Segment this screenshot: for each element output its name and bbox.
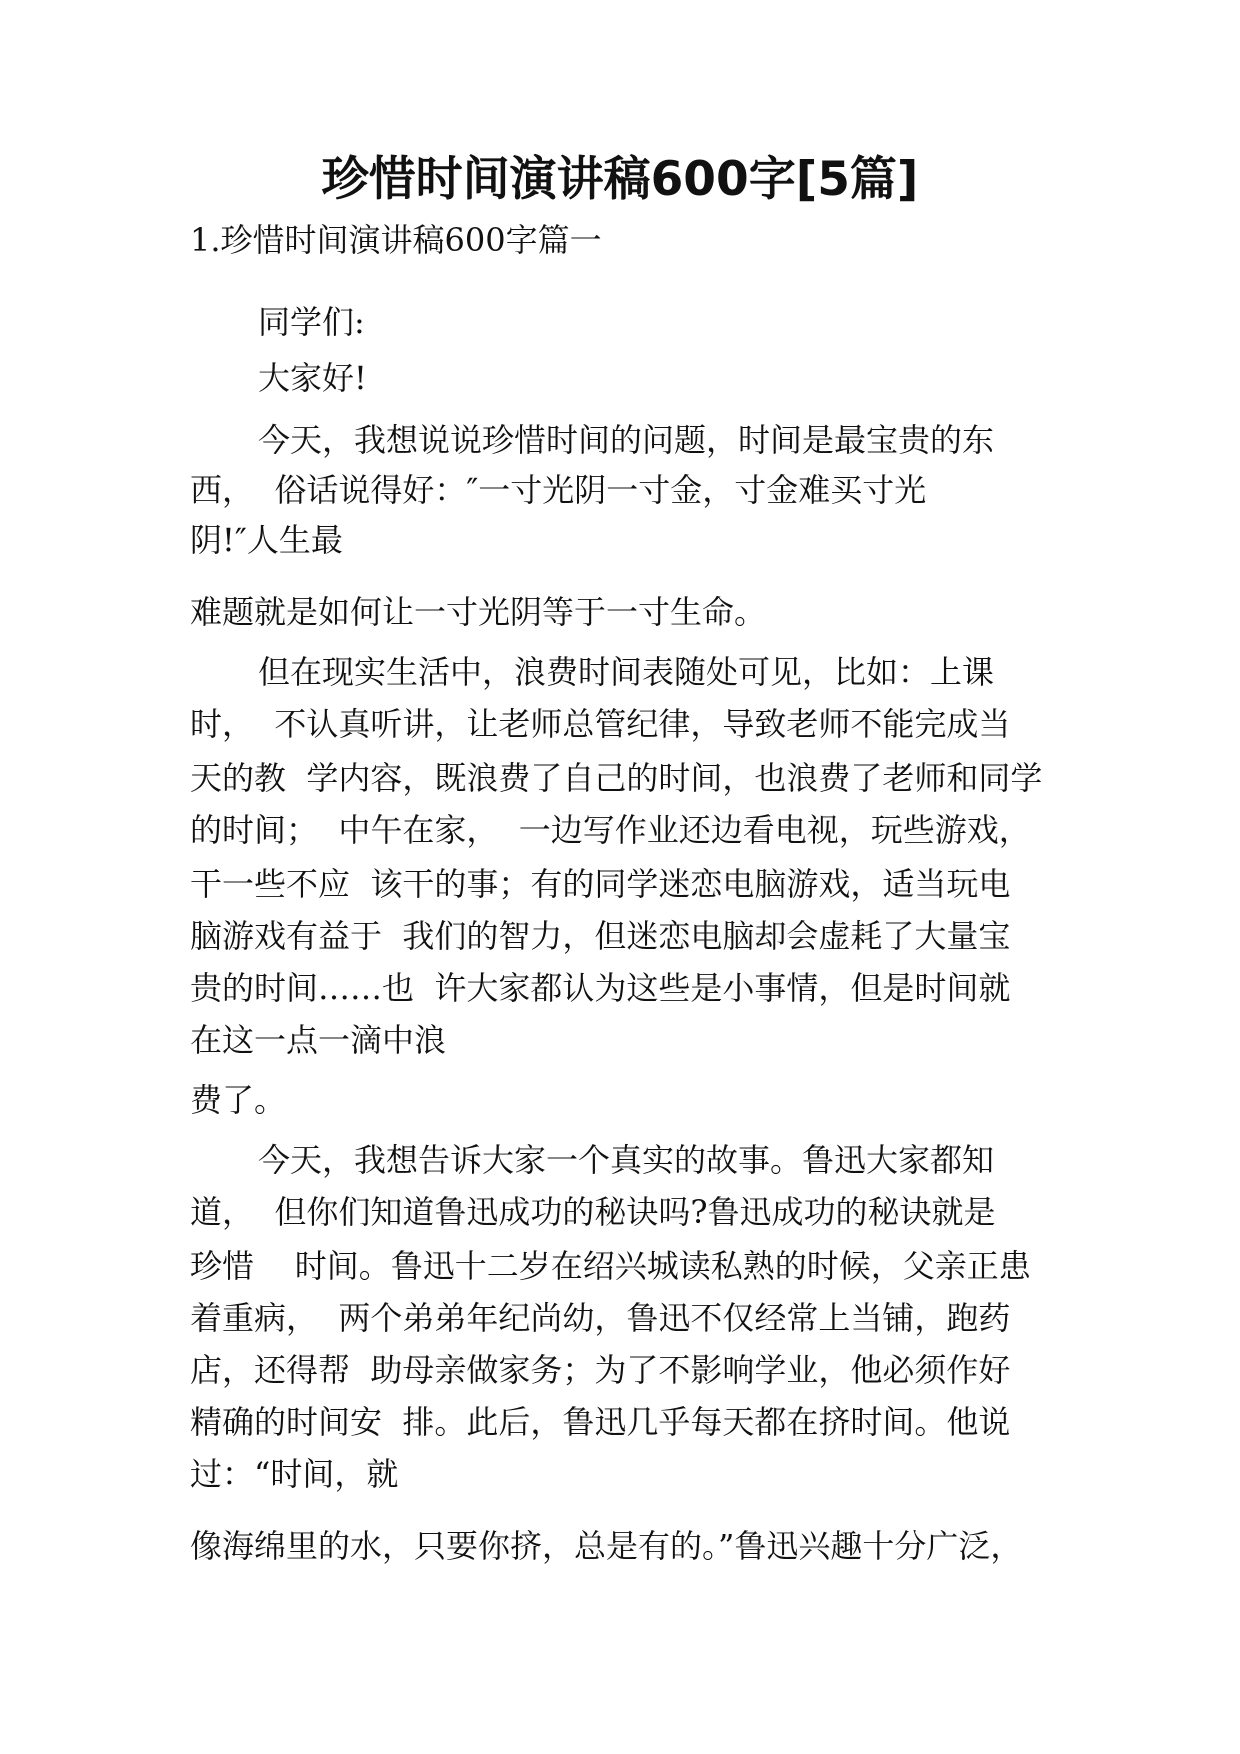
text-line: 脑游戏有益于 我们的智力，但迷恋电脑却会虚耗了大量宝	[190, 917, 1011, 955]
text-line: 贵的时间……也 许大家都认为这些是小事情，但是时间就	[190, 969, 1011, 1007]
text-line: 同学们:	[258, 303, 365, 341]
text-line: 费了。	[190, 1081, 287, 1119]
text-line: 像海绵里的水，只要你挤，总是有的。”鲁迅兴趣十分广泛，	[190, 1527, 1023, 1565]
document-title: 珍惜时间演讲稿600字[5篇]	[321, 152, 919, 207]
text-line: 珍惜 时间。鲁迅十二岁在绍兴城读私熟的时候，父亲正患	[190, 1247, 1031, 1285]
text-line: 精确的时间安 排。此后，鲁迅几乎每天都在挤时间。他说	[190, 1403, 1011, 1441]
text-line: 阴!″人生最	[190, 521, 343, 559]
text-line: 道， 但你们知道鲁迅成功的秘诀吗?鲁迅成功的秘诀就是	[190, 1193, 996, 1231]
text-line: 在这一点一滴中浪	[190, 1021, 447, 1059]
text-line: 干一些不应 该干的事；有的同学迷恋电脑游戏，适当玩电	[190, 865, 1011, 903]
text-line: 店，还得帮 助母亲做家务；为了不影响学业，他必须作好	[190, 1351, 1011, 1389]
text-line: 大家好!	[258, 359, 367, 397]
text-line: 的时间； 中午在家， 一边写作业还边看电视，玩些游戏，	[190, 811, 1031, 849]
section-heading: 1.珍惜时间演讲稿600字篇一	[190, 221, 602, 259]
text-line: 过：“时间，就	[190, 1455, 399, 1493]
text-line: 但在现实生活中，浪费时间表随处可见，比如：上课	[258, 653, 995, 691]
text-line: 今天，我想说说珍惜时间的问题，时间是最宝贵的东	[258, 421, 995, 459]
text-line: 今天，我想告诉大家一个真实的故事。鲁迅大家都知	[258, 1141, 995, 1179]
text-line: 西， 俗话说得好：″一寸光阴一寸金，寸金难买寸光	[190, 471, 927, 509]
text-line: 着重病， 两个弟弟年纪尚幼，鲁迅不仅经常上当铺，跑药	[190, 1299, 1011, 1337]
text-line: 时， 不认真听讲，让老师总管纪律，导致老师不能完成当	[190, 705, 1011, 743]
text-line: 天的教 学内容，既浪费了自己的时间，也浪费了老师和同学	[190, 759, 1043, 797]
text-line: 难题就是如何让一寸光阴等于一寸生命。	[190, 593, 767, 631]
